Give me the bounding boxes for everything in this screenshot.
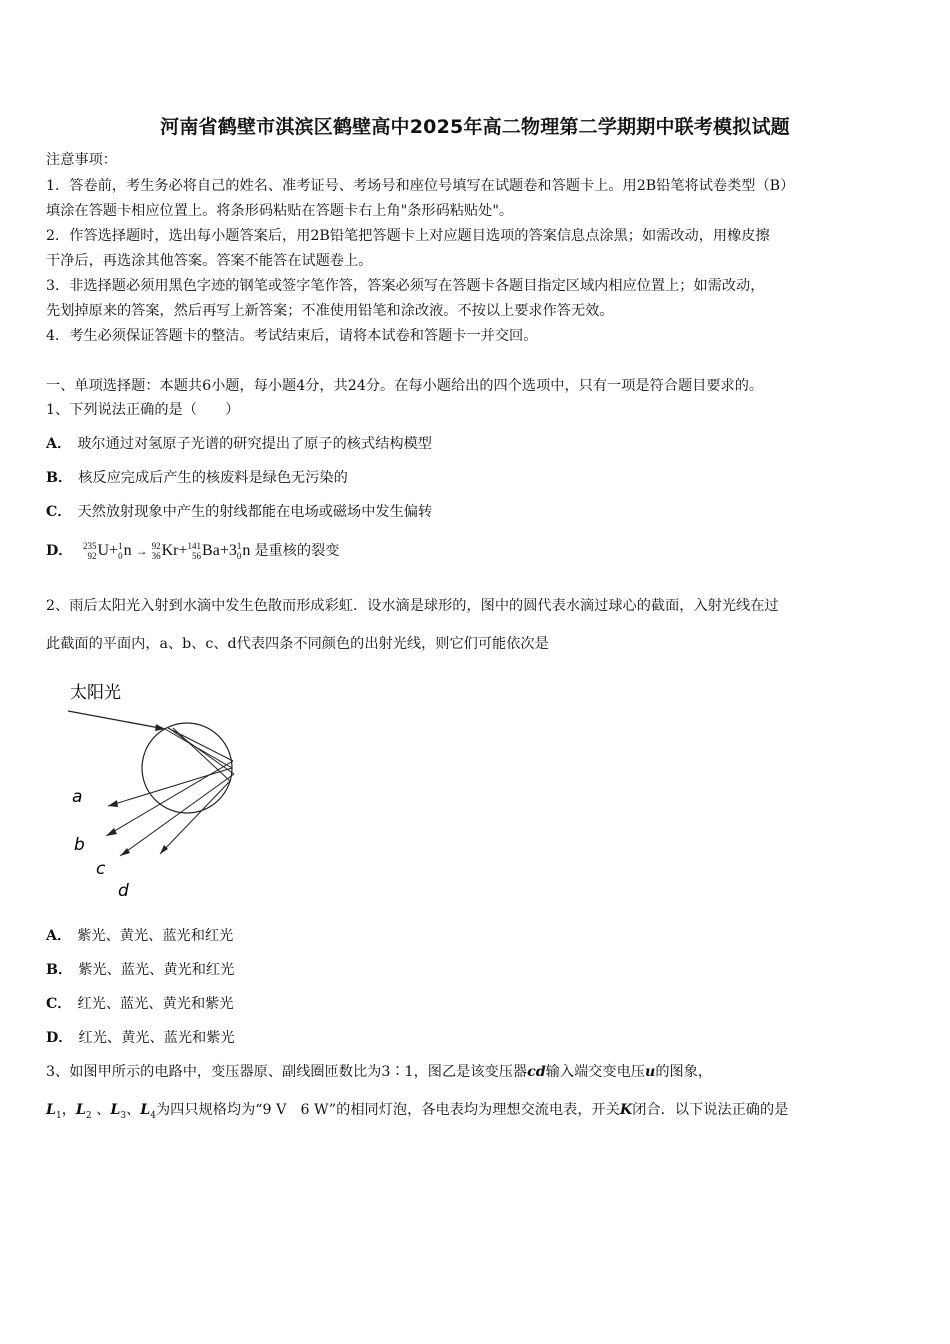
arrowhead-icon: [108, 800, 118, 807]
internal-ray: [173, 728, 230, 781]
lamp-symbol: L: [46, 1102, 56, 1118]
option-text: 核反应完成后产生的核废料是绿色无污染的: [78, 470, 348, 486]
exit-ray-c: [120, 774, 234, 856]
notice-line: 4．考生必须保证答题卡的整洁。考试结束后，请将本试卷和答题卡一并交回。: [46, 328, 538, 344]
q2-stem-line1: 2、雨后太阳光入射到水滴中发生色散而形成彩虹．设水滴是球形的，图中的圆代表水滴过球心的截面，入射光线在过: [46, 598, 779, 614]
lamp-symbol: L: [110, 1102, 121, 1118]
q2-stem-line2: 此截面的平面内，a、b、c、d代表四条不同颜色的出射光线，则它们可能依次是: [46, 636, 549, 652]
option-label: B．: [46, 962, 73, 978]
option-text: 是重核的裂变: [254, 543, 340, 559]
option-text: 紫光、黄光、蓝光和红光: [77, 928, 234, 944]
exit-ray-b: [106, 761, 233, 836]
notice-line: 2．作答选择题时，选出每小题答案后，用2B铅笔把答题卡上对应题目选项的答案信息点涂黑；如需改动，用橡皮擦: [46, 228, 770, 244]
option-text: 紫光、蓝光、黄光和红光: [78, 962, 235, 978]
section-heading: 一、单项选择题：本题共6小题，每小题4分，共24分。在每小题给出的四个选项中，只有一项是符合题目要求的。: [46, 378, 764, 394]
fission-equation: 235 92 U+ 1 0 n → 92 36 Kr+ 141 56 Ba+3 1 0 n: [83, 541, 251, 562]
lamp-symbol: L: [75, 1102, 86, 1118]
internal-ray: [170, 729, 234, 774]
isotope-index: 1 0: [236, 541, 242, 562]
isotope-index: 92 36: [151, 541, 161, 562]
notice-line: 先划掉原来的答案，然后再写上新答案；不准使用铅笔和涂改液。不按以上要求作答无效。: [46, 303, 614, 319]
ray-label-a: a: [72, 787, 83, 807]
arrow-icon: →: [135, 544, 148, 558]
arrowhead-icon: [106, 828, 117, 836]
notice-line: 填涂在答题卡相应位置上。将条形码粘贴在答题卡右上角"条形码粘贴处"。: [46, 203, 514, 219]
option-text: 天然放射现象中产生的射线都能在电场或磁场中发生偏转: [77, 504, 433, 520]
q1-option-b: [46, 468, 348, 488]
notice-line: 1．答卷前，考生务必将自己的姓名、准考证号、考场号和座位号填写在试题卷和答题卡上。用2B铅笔将试卷类型（B）: [46, 178, 795, 194]
ray-label-d: d: [118, 881, 129, 901]
q1-option-c: [46, 502, 432, 522]
ray-label-c: c: [96, 859, 106, 879]
option-label: A．: [46, 436, 72, 452]
option-label: D．: [46, 543, 73, 559]
q3-stem-line2: $L_1$，$L_2$ 、$L_3$、$L_4$为四只规格均为“9 V 6 W”的相同灯泡，各电表均为理想交流电表，开关K闭合．以下说法正确的是: [46, 1102, 789, 1121]
page-title: 河南省鹤壁市淇滨区鹤壁高中2025年高二物理第二学期期中联考模拟试题: [160, 116, 790, 138]
raindrop-dispersion-diagram: [60, 678, 260, 903]
q2-option-a: [46, 926, 233, 946]
isotope-index: 141 56: [187, 541, 202, 562]
q2-option-c: [46, 994, 234, 1014]
option-label: C．: [46, 996, 72, 1012]
exit-ray-a: [108, 768, 232, 806]
option-label: C．: [46, 504, 72, 520]
q2-option-d: [46, 1028, 235, 1048]
option-label: D．: [46, 1030, 73, 1046]
q1-option-d: [46, 538, 339, 564]
q2-option-b: [46, 960, 234, 980]
option-label: B．: [46, 470, 73, 486]
notice-line: 3．非选择题必须用黑色字迹的钢笔或签字笔作答，答案必须写在答题卡各题目指定区域内相应位置上；如需改动，: [46, 278, 765, 294]
option-text: 玻尔通过对氢原子光谱的研究提出了原子的核式结构模型: [77, 436, 432, 452]
sun-label: 太阳光: [70, 683, 121, 703]
option-text: 红光、蓝光、黄光和紫光: [77, 996, 234, 1012]
switch-symbol: K: [619, 1102, 633, 1118]
isotope-index: 235 92: [83, 541, 97, 562]
q1-option-a: [46, 434, 432, 454]
notice-line: 干净后，再选涂其他答案。答案不能答在试题卷上。: [46, 253, 373, 269]
q1-stem: 1、下列说法正确的是（ ）: [46, 402, 240, 418]
exit-ray-d: [160, 781, 230, 854]
arrowhead-icon: [120, 848, 130, 856]
option-text: 红光、黄光、蓝光和紫光: [78, 1030, 235, 1046]
lamp-symbol: L: [140, 1102, 151, 1118]
notice-heading: 注意事项：: [46, 152, 117, 168]
option-label: A．: [46, 928, 72, 944]
isotope-index: 1 0: [118, 541, 123, 562]
terminal-label: cd: [527, 1064, 546, 1080]
incident-ray: [68, 711, 165, 729]
raindrop-circle: [142, 723, 232, 813]
voltage-symbol: u: [644, 1064, 656, 1080]
q3-stem-line1: 3、如图甲所示的电路中，变压器原、副线圈匝数比为3∶1，图乙是该变压器cd输入端交变电压u的图象，: [46, 1064, 713, 1080]
ray-label-b: b: [74, 835, 85, 855]
